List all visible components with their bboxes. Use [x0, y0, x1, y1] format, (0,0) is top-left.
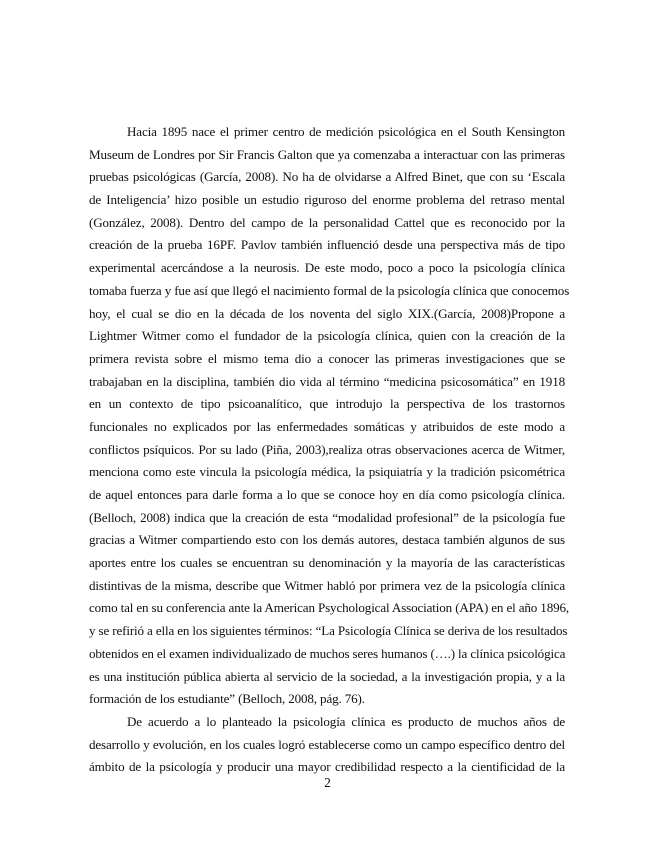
- text-line: aportes entre los cuales se encuentran su denominación y la mayoría de las características: [89, 555, 565, 571]
- text-line: como tal en su conferencia ante la American Psychological Association (APA) en el año 1896,: [89, 600, 570, 616]
- text-line: obtenidos en el examen individualizado de muchos seres humanos (….) la clínica psicológica: [89, 645, 566, 661]
- text-line: desarrollo y evolución, en los cuales logró establecerse como un campo específico dentro del: [89, 736, 565, 752]
- page-number: 2: [324, 775, 331, 790]
- text-line: y se refirió a ella en los siguientes términos: “La Psicología Clínica se deriva de los resultados: [89, 623, 568, 639]
- text-line: Hacia 1895 nace el primer centro de medición psicológica en el South Kensington: [127, 124, 565, 139]
- text-line: de Inteligencia’ hizo posible un estudio riguroso del enorme problema del retraso mental: [89, 192, 565, 208]
- text-line: experimental acercándose a la neurosis. De este modo, poco a poco la psicología clínica: [89, 260, 565, 276]
- text-line: distintivas de la misma, describe que Witmer habló por primera vez de la psicología clínica: [89, 577, 565, 593]
- text-line: de aquel entonces para darle forma a lo que se conoce hoy en día como psicología clínica.: [89, 487, 565, 502]
- text-line: es una institución pública abierta al servicio de la sociedad, a la investigación propia, y a la: [89, 668, 565, 684]
- text-line: creación de la prueba 16PF. Pavlov también influenció desde una perspectiva más de tipo: [89, 237, 565, 253]
- text-line: tomaba fuerza y fue así que llegó el nacimiento formal de la psicología clínica que conocemos: [89, 282, 570, 298]
- text-line: menciona como este vincula la psicología médica, la psiquiatría y la tradición psicométrica: [89, 464, 565, 480]
- text-line: ámbito de la psicología y producir una mayor credibilidad respecto a la cientificidad de la: [89, 759, 565, 775]
- text-line: gracias a Witmer compartiendo esto con los demás autores, destaca también algunos de sus: [89, 532, 565, 548]
- text-line: Museum de Londres por Sir Francis Galton que ya comenzaba a interactuar con las primeras: [89, 146, 565, 162]
- text-line: De acuerdo a lo planteado la psicología clínica es producto de muchos años de: [127, 713, 565, 729]
- text-line: (González, 2008). Dentro del campo de la personalidad Cattel que es reconocido por la: [89, 214, 565, 230]
- body-text: [89, 121, 570, 779]
- text-line: (Belloch, 2008) indica que la creación de esta “modalidad profesional” de la psicología fue: [89, 509, 565, 525]
- text-line: hoy, el cual se dio en la década de los noventa del siglo XIX.(García, 2008)Propone a: [89, 305, 565, 321]
- text-line: funcionales no explicados por las enfermedades somáticas y atribuidos de este modo a: [89, 418, 565, 434]
- text-line: pruebas psicológicas (García, 2008). No ha de olvidarse a Alfred Binet, que con su ‘Escala: [89, 169, 565, 185]
- text-line: conflictos psíquicos. Por su lado (Piña, 2003),realiza otras observaciones acerca de Witmer,: [89, 441, 565, 457]
- text-line: formación de los estudiante” (Belloch, 2008, pág. 76).: [89, 691, 365, 707]
- text-line: Lightmer Witmer como el fundador de la psicología clínica, quien con la creación de la: [89, 328, 565, 344]
- text-line: en un contexto de tipo psicoanalítico, que introdujo la perspectiva de los trastornos: [89, 396, 565, 412]
- text-line: trabajaban en la disciplina, también dio vida al término “medicina psicosomática” en 1918: [89, 373, 565, 389]
- text-line: primera revista sobre el mismo tema dio a conocer las primeras investigaciones que se: [89, 350, 565, 366]
